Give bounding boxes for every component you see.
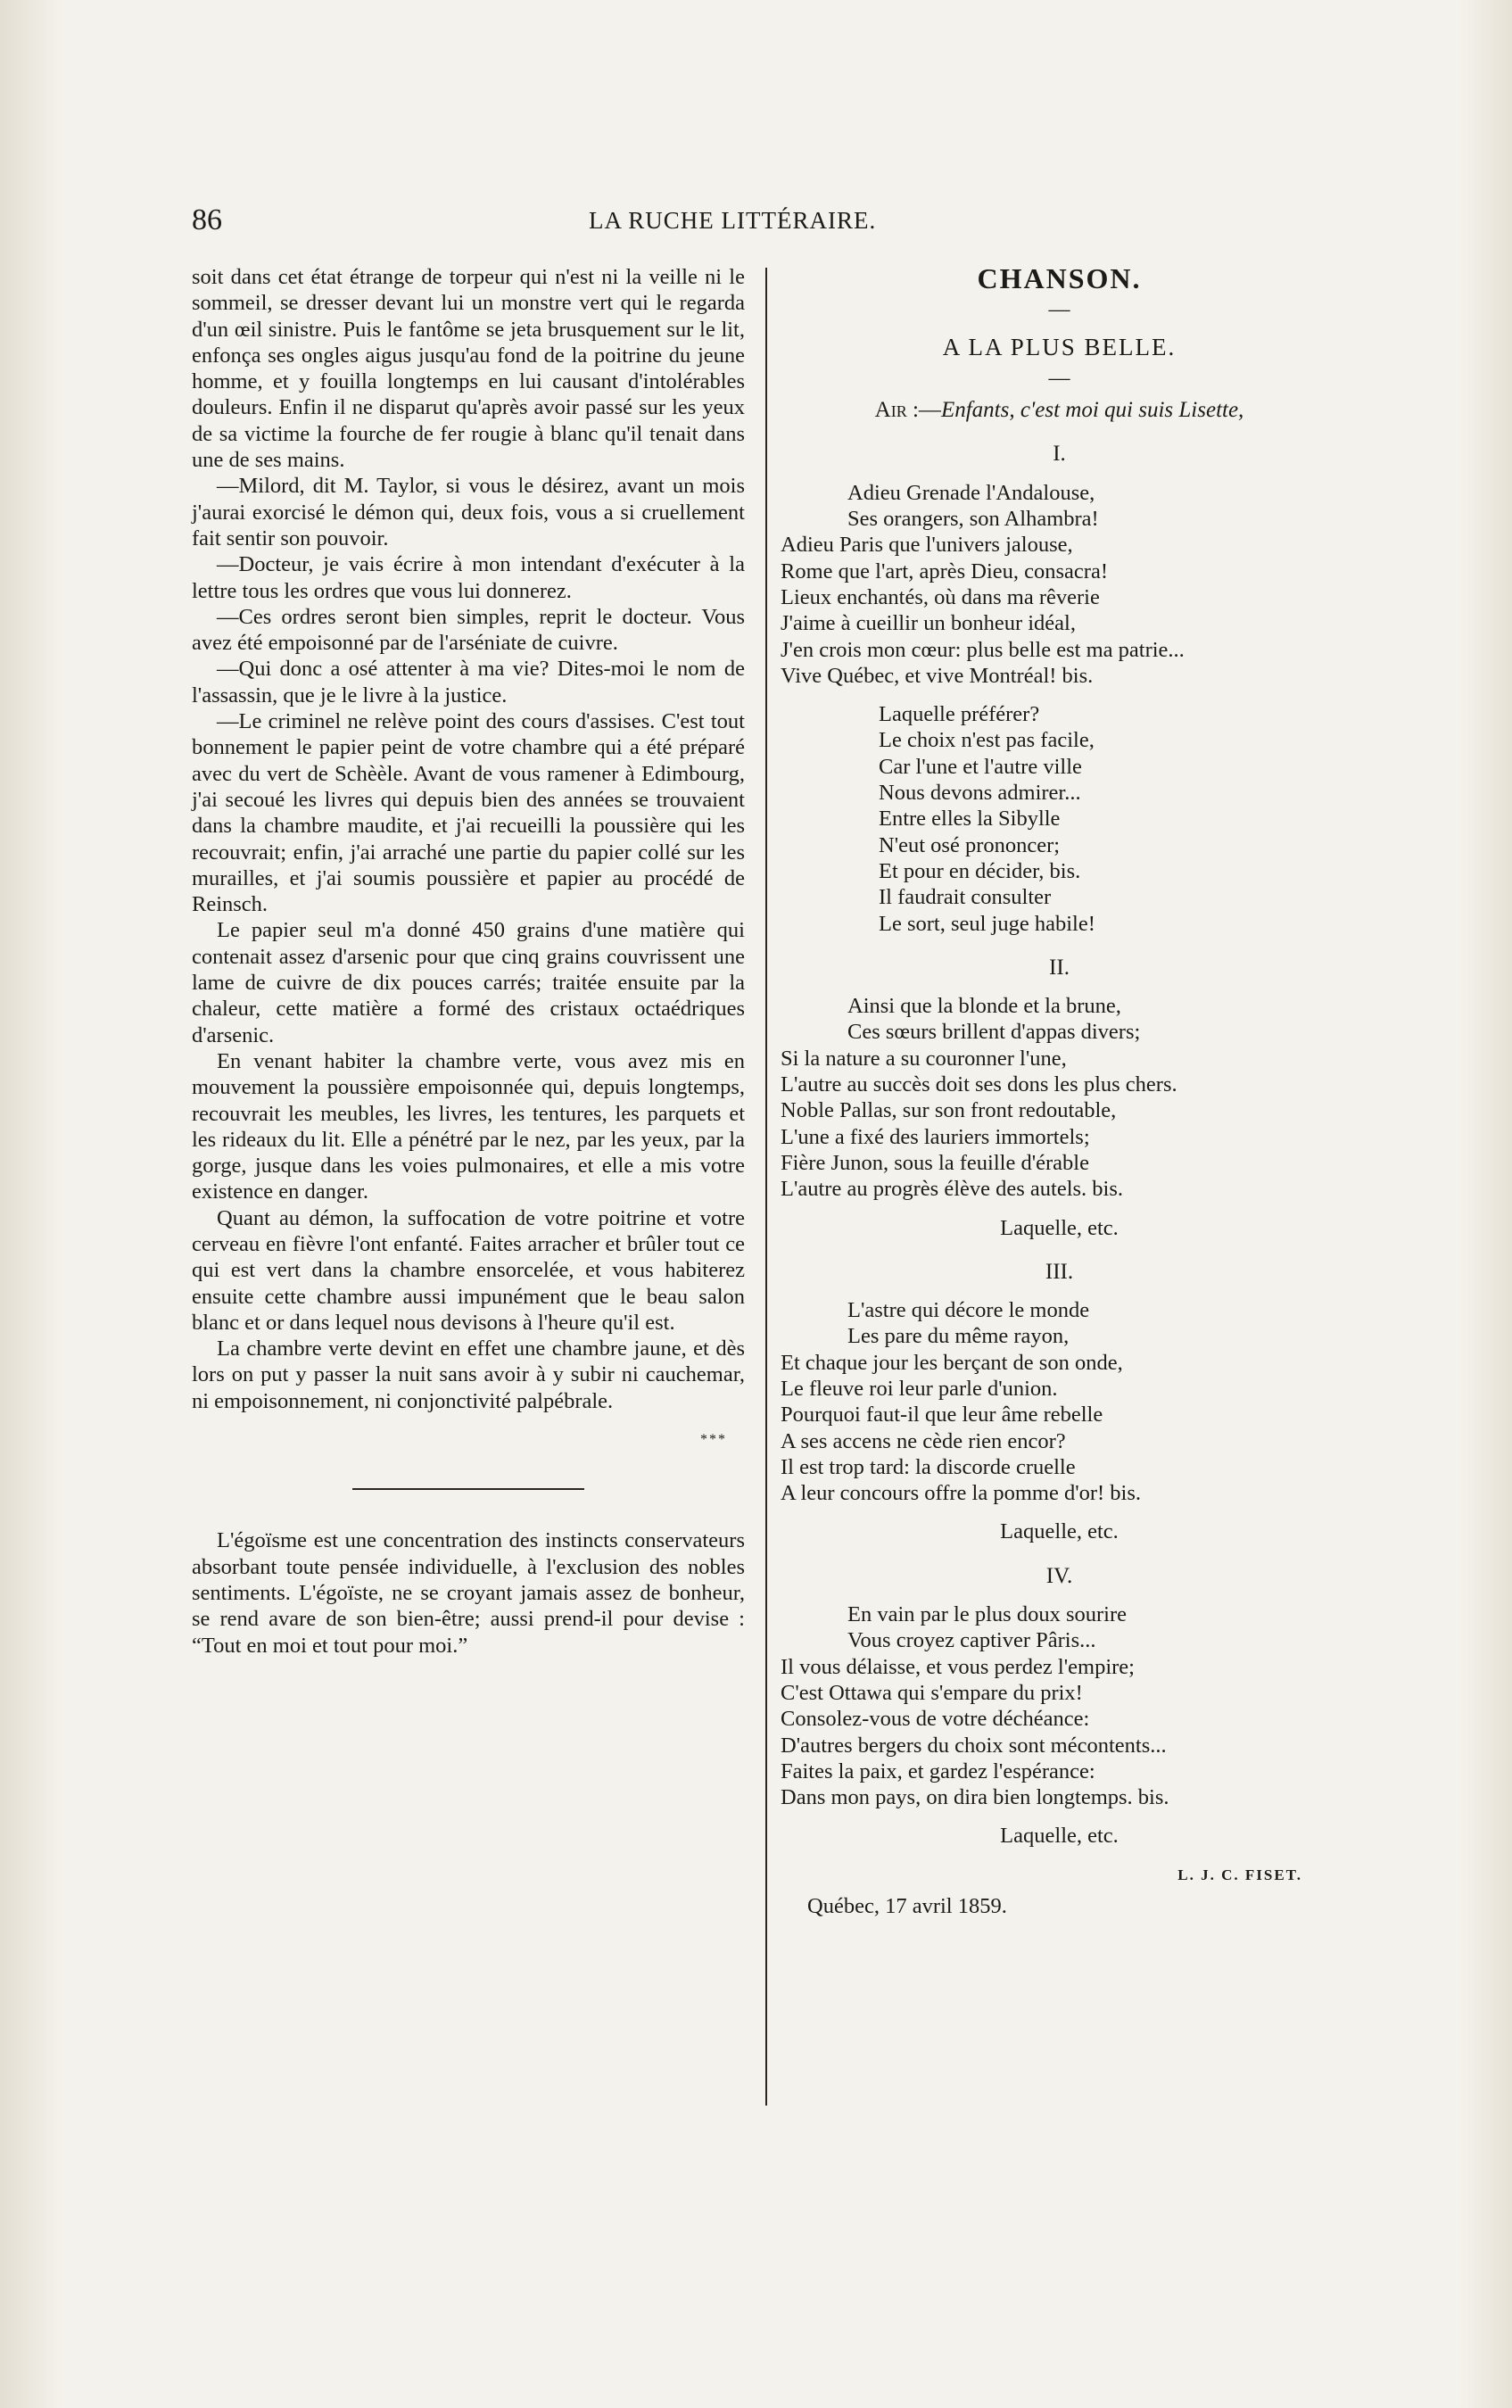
paragraph: En venant habiter la chambre verte, vous avez mis en mouvement la poussière empoisonnée qui, depuis longtemps, recouvrait les meubles, les livres, les tentures, les parquets et les rideaux du lit. Elle a pénétré par le nez, par les yeux, par la gorge, jusque dans les voies pulmonaires, et elle a mis votre existence en danger. — [192, 1048, 745, 1204]
verse-line: Consolez-vous de votre déchéance: — [781, 1707, 1090, 1732]
running-title: LA RUCHE LITTÉRAIRE. — [589, 207, 877, 234]
section-divider — [352, 1488, 584, 1490]
verse-line: Le fleuve roi leur parle d'union. — [781, 1376, 1058, 1401]
verse-line: Ainsi que la blonde et la brune, — [847, 994, 1121, 1019]
air-separator: :— — [906, 398, 941, 423]
paragraph: Le papier seul m'a donné 450 grains d'une matière qui contenait assez d'arsenic pour que cinq grains couvrissent une lame de cuivre de dix pouces carrés; traitée ensuite par la chaleur, cette matière a formé des cristaux octaédriques d'arsenic. — [192, 918, 745, 1047]
air-line — [781, 397, 1338, 423]
verse-line: Noble Pallas, sur son front redoutable, — [781, 1098, 1117, 1123]
verse-line: J'en crois mon cœur: plus belle est ma patrie... — [781, 637, 1185, 662]
refrain: Laquelle, etc. — [1000, 1215, 1119, 1240]
paragraph: —Qui donc a osé attenter à ma vie? Dites-moi le nom de l'assassin, que je le livre à la justice. — [192, 657, 745, 708]
verse-line: Pourquoi faut-il que leur âme rebelle — [781, 1403, 1103, 1427]
stanza-number: I. — [1053, 442, 1066, 467]
page-edge-shadow-right — [1458, 0, 1512, 2408]
paragraph: —Milord, dit M. Taylor, si vous le désirez, avant un mois j'aurai exorcisé le démon qui, deux fois, vous a si cruellement fait sentir son pouvoir. — [192, 474, 745, 550]
verse-line: A ses accens ne cède rien encor? — [781, 1428, 1066, 1453]
stanza-number: IV. — [1045, 1563, 1073, 1588]
title-dash: — — [1048, 298, 1070, 322]
verse-line: Lieux enchantés, où dans ma rêverie — [781, 584, 1100, 609]
paragraph: soit dans cet état étrange de torpeur qui n'est ni la veille ni le sommeil, se dresser devant lui un monstre vert qui le regarda d'un œil sinistre. Puis le fantôme se jeta brusquement sur le lit, enfonça ses ongles aigus jusqu'au fond de la poitrine du jeune homme, et y fouilla longtemps en lui causant d'intolérables douleurs. Enfin il ne disparut qu'après avoir passé sur les yeux de sa victime la fourche de fer rougie à blanc qu'il tenait dans une de ses mains. — [192, 265, 745, 473]
verse-line: J'aime à cueillir un bonheur idéal, — [781, 611, 1076, 636]
refrain: Laquelle, etc. — [1000, 1824, 1119, 1849]
chorus-line: Entre elles la Sibylle — [879, 807, 1061, 832]
verse-line: Il est trop tard: la discorde cruelle — [781, 1454, 1076, 1479]
maxim-paragraph: L'égoïsme est une concentration des instincts conservateurs absorbant toute pensée individuelle, à l'exclusion des nobles sentiments. L'égoïste, ne se croyant jamais assez de bonheur, se rend avare de son bien-être; aussi prend-il pour devise : “Tout en moi et tout pour moi.” — [192, 1528, 745, 1658]
chorus-line: Le choix n'est pas facile, — [879, 728, 1095, 753]
verse-line: Rome que l'art, après Dieu, consacra! — [781, 559, 1108, 583]
page-header — [192, 203, 941, 239]
verse-line: Les pare du même rayon, — [847, 1324, 1070, 1349]
verse-line: L'autre au succès doit ses dons les plus chers. — [781, 1072, 1177, 1097]
verse-line: Si la nature a su couronner l'une, — [781, 1046, 1067, 1071]
paragraph: —Docteur, je vais écrire à mon intendant d'exécuter à la lettre tous les ordres que vous lui donnerez. — [192, 552, 745, 603]
left-column — [192, 264, 745, 1659]
verse-line: A leur concours offre la pomme d'or! bis. — [781, 1481, 1142, 1506]
verse-line: Vive Québec, et vive Montréal! bis. — [781, 663, 1094, 688]
subtitle-dash: — — [1048, 366, 1070, 390]
song-title: CHANSON. — [977, 262, 1142, 294]
air-title: Enfants, c'est moi qui suis Lisette, — [940, 398, 1244, 423]
verse-line: C'est Ottawa qui s'empare du prix! — [781, 1680, 1083, 1705]
paragraph: —Le criminel ne relève point des cours d'assises. C'est tout bonnement le papier peint de votre chambre qui a été préparé avec du vert de Schèèle. Avant de vous ramener à Edimbourg, j'ai secoué les livres qui depuis bien des années se trouvaient dans la chambre maudite, et j'ai recueilli la poussière qui les recouvrait; enfin, j'ai arraché une partie du papier collé sur les murailles, et j'ai soumis poussière et papier au procédé de Reinsch. — [192, 709, 745, 917]
verse-line: L'astre qui décore le monde — [847, 1298, 1090, 1323]
column-divider — [765, 268, 767, 2106]
verse-line: Vous croyez captiver Pâris... — [847, 1628, 1096, 1653]
chorus-line: N'eut osé prononcer; — [879, 832, 1061, 857]
chorus-line: Et pour en décider, bis. — [879, 858, 1081, 883]
author-signature: L. J. C. FISET. — [1177, 1866, 1302, 1883]
verse-line: Adieu Grenade l'Andalouse, — [847, 480, 1095, 505]
verse-line: Il vous délaisse, et vous perdez l'empire; — [781, 1654, 1135, 1679]
verse-line: Et chaque jour les berçant de son onde, — [781, 1350, 1123, 1375]
paragraph: Quant au démon, la suffocation de votre poitrine et votre cerveau en fièvre l'ont enfanté. Faites arracher et brûler tout ce qui est vert dans la chambre ensorcelée, et vous habiterez ensuite cette chambre aussi impunément que le beau salon blanc et or dans lequel nous devisons à l'heure qu'il est. — [192, 1205, 745, 1335]
page-edge-shadow-left — [0, 0, 62, 2408]
chorus-line: Le sort, seul juge habile! — [879, 911, 1095, 936]
refrain: Laquelle, etc. — [1000, 1519, 1119, 1544]
verse-line: Ces sœurs brillent d'appas divers; — [847, 1020, 1141, 1045]
song-subtitle: A LA PLUS BELLE. — [942, 333, 1177, 360]
verse-line: En vain par le plus doux sourire — [847, 1602, 1127, 1627]
paragraph: La chambre verte devint en effet une chambre jaune, et dès lors on put y passer la nuit sans avoir à y subir ni cauchemar, ni empoisonnement, ni conjonctivité palpébrale. — [192, 1336, 745, 1413]
place-date: Québec, 17 avril 1859. — [807, 1894, 1007, 1919]
verse-line: Fière Junon, sous la feuille d'érable — [781, 1150, 1089, 1175]
end-mark: *** — [700, 1432, 727, 1448]
paragraph: —Ces ordres seront bien simples, reprit le docteur. Vous avez été empoisonné par de l'arséniate de cuivre. — [192, 604, 745, 656]
stanza-number: III. — [1045, 1259, 1074, 1284]
verse-line: L'une a fixé des lauriers immortels; — [781, 1124, 1090, 1149]
chorus-line: Nous devons admirer... — [879, 781, 1081, 806]
stanza-number: II. — [1049, 955, 1070, 980]
page-number: 86 — [192, 203, 222, 236]
verse-line: Dans mon pays, on dira bien longtemps. bis. — [781, 1785, 1169, 1810]
chorus-line: Il faudrait consulter — [879, 885, 1052, 910]
right-column — [781, 264, 1338, 1919]
verse-line: Ses orangers, son Alhambra! — [847, 507, 1099, 532]
air-label: Air — [874, 398, 907, 423]
verse-line: L'autre au progrès élève des autels. bis. — [781, 1177, 1124, 1202]
verse-line: D'autres bergers du choix sont mécontents... — [781, 1733, 1167, 1758]
chorus-line: Car l'une et l'autre ville — [879, 754, 1082, 779]
verse-line: Faites la paix, et gardez l'espérance: — [781, 1758, 1095, 1783]
chorus-line: Laquelle préférer? — [879, 702, 1040, 727]
verse-line: Adieu Paris que l'univers jalouse, — [781, 533, 1073, 558]
